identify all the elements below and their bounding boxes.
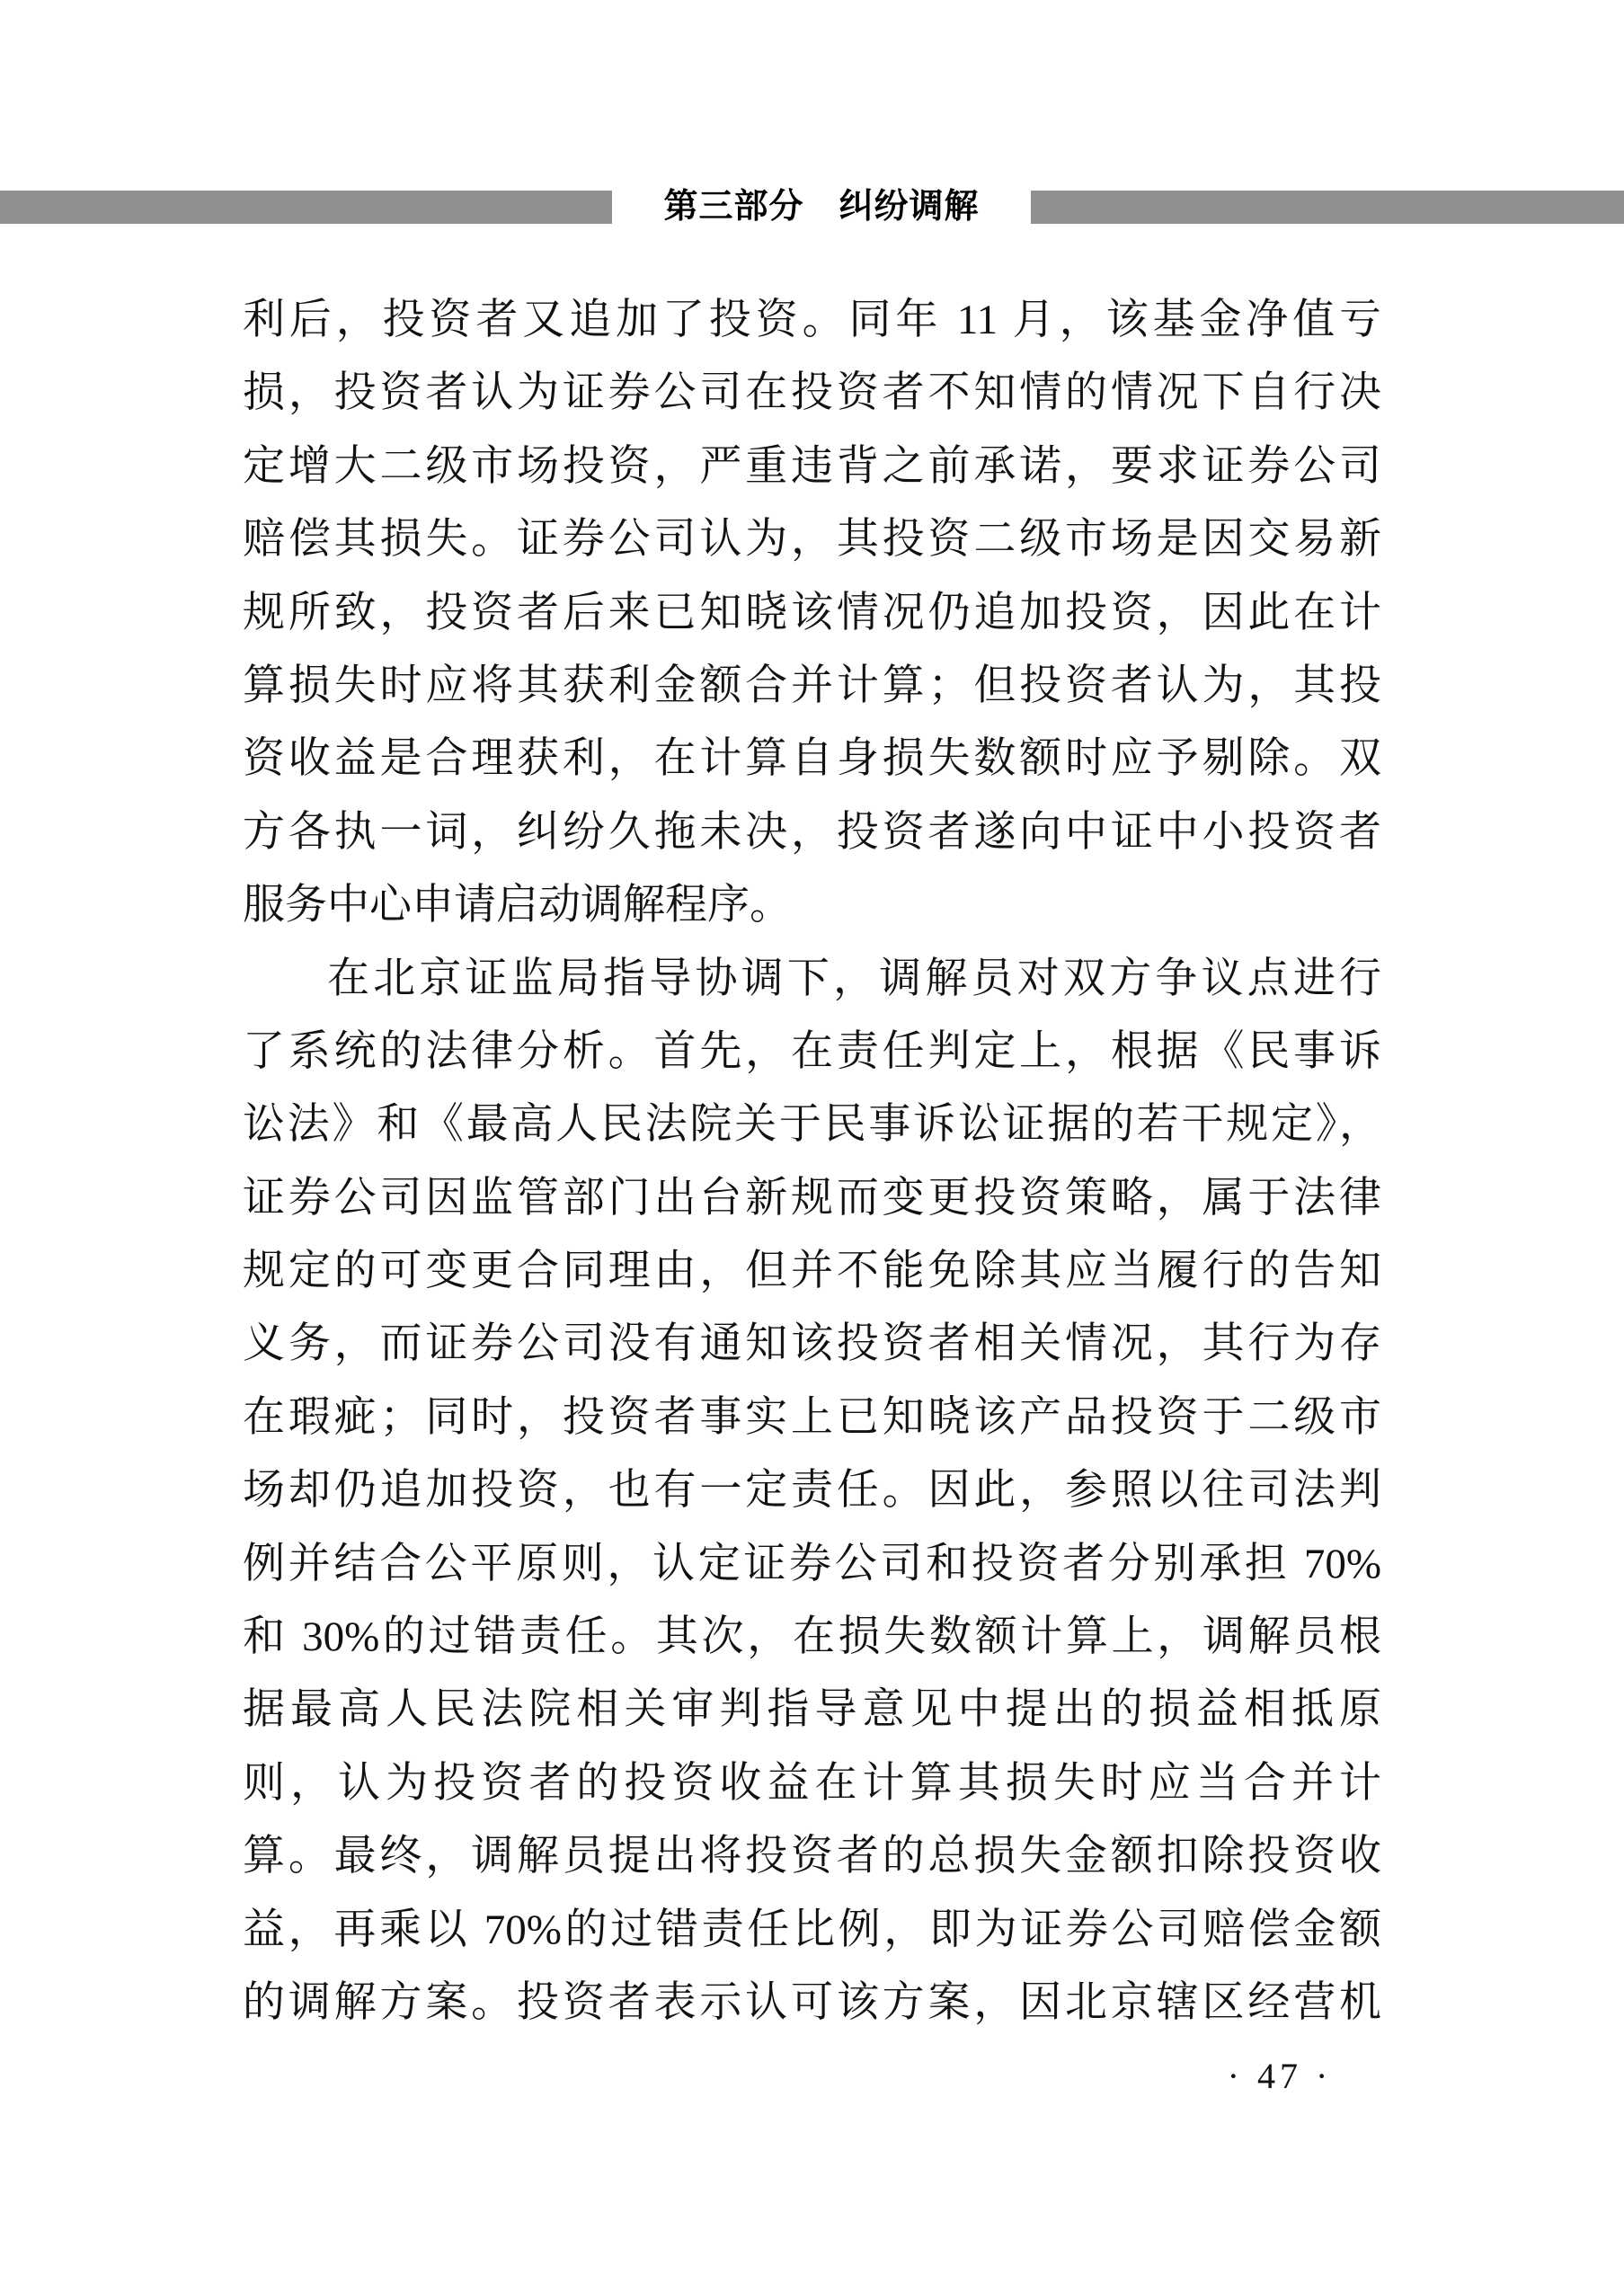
body-text-line: 赔偿其损失。证券公司认为，其投资二级市场是因交易新 xyxy=(243,516,1381,564)
body-text-line: 则，认为投资者的投资收益在计算其损失时应当合并计 xyxy=(243,1759,1381,1807)
body-text-line: 证券公司因监管部门出台新规而变更投资策略，属于法律 xyxy=(243,1174,1381,1222)
body-text-line: 算损失时应将其获利金额合并计算；但投资者认为，其投 xyxy=(243,662,1381,709)
body-text-line: 例并结合公平原则，认定证券公司和投资者分别承担 70% xyxy=(243,1540,1381,1587)
body-text-line: 定增大二级市场投资，严重违背之前承诺，要求证券公司 xyxy=(243,442,1381,490)
header-bar-left xyxy=(0,191,612,224)
body-text-line: 据最高人民法院相关审判指导意见中提出的损益相抵原 xyxy=(243,1686,1381,1734)
body-text-line: 规定的可变更合同理由，但并不能免除其应当履行的告知 xyxy=(243,1248,1381,1295)
body-text-line: 服务中心申请启动调解程序。 xyxy=(243,882,792,929)
body-text-line: 资收益是合理获利，在计算自身损失数额时应予剔除。双 xyxy=(243,735,1381,783)
body-text-line: 在瑕疵；同时，投资者事实上已知晓该产品投资于二级市 xyxy=(243,1393,1381,1441)
header-bar-right xyxy=(1031,191,1624,224)
body-text-line: 算。最终，调解员提出将投资者的总损失金额扣除投资收 xyxy=(243,1833,1381,1880)
body-text xyxy=(243,284,1381,2040)
body-text-line: 讼法》和《最高人民法院关于民事诉讼证据的若干规定》， xyxy=(243,1101,1381,1149)
body-text-line: 和 30%的过错责任。其次，在损失数额计算上，调解员根 xyxy=(243,1613,1381,1661)
body-text-line: 的调解方案。投资者表示认可该方案，因北京辖区经营机 xyxy=(243,1978,1381,2026)
body-text-line: 益，再乘以 70%的过错责任比例，即为证券公司赔偿金额 xyxy=(243,1906,1381,1953)
body-text-line: 利后，投资者又追加了投资。同年 11 月，该基金净值亏 xyxy=(243,297,1381,343)
page-number: · 47 · xyxy=(1227,2056,1333,2096)
body-text-line: 规所致，投资者后来已知晓该情况仍追加投资，因此在计 xyxy=(243,589,1381,636)
body-text-line: 损，投资者认为证券公司在投资者不知情的情况下自行决 xyxy=(243,369,1381,417)
body-text-line: 义务，而证券公司没有通知该投资者相关情况，其行为存 xyxy=(243,1320,1381,1368)
body-text-line: 了系统的法律分析。首先，在责任判定上，根据《民事诉 xyxy=(243,1027,1381,1075)
section-header-title: 第三部分 纠纷调解 xyxy=(663,188,980,226)
body-text-line: 在北京证监局指导协调下，调解员对双方争议点进行 xyxy=(327,955,1381,1002)
body-text-line: 场却仍追加投资，也有一定责任。因此，参照以往司法判 xyxy=(243,1467,1381,1515)
body-text-line: 方各执一词，纠纷久拖未决，投资者遂向中证中小投资者 xyxy=(243,808,1381,856)
